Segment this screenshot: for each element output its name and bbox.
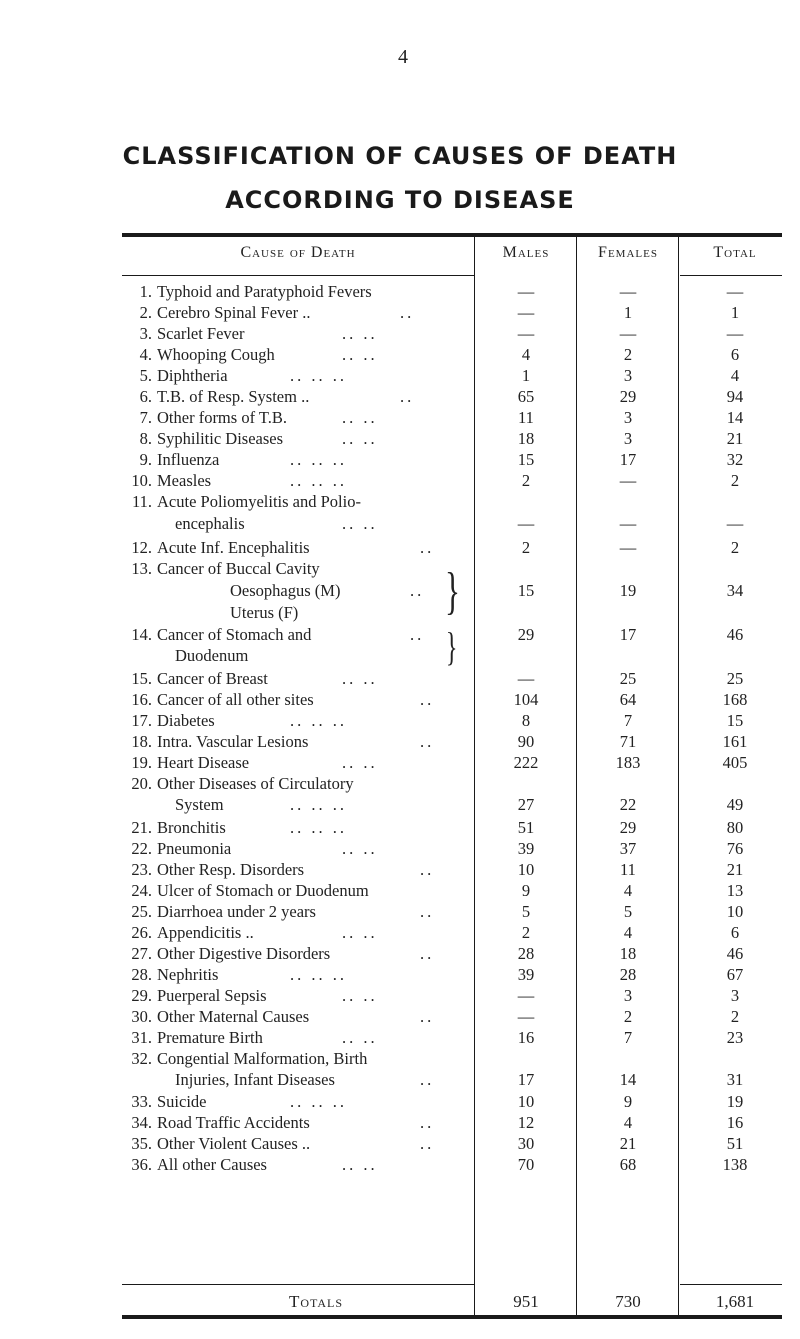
- table-row: 22. Pneumonia .. .. 39 37 76: [131, 839, 744, 858]
- table-row: 30. Other Maternal Causes .. — 2 2: [131, 1007, 740, 1026]
- totals-males: 951: [513, 1292, 539, 1311]
- table-row: 15. Cancer of Breast .. .. — 25 25: [131, 669, 744, 688]
- table-row: 13. Cancer of Buccal Cavity Oesophagus (M) Uterus (F) .. } 15 19 34: [0, 559, 800, 625]
- table-row: 29. Puerperal Sepsis .. .. — 3 3: [131, 986, 740, 1005]
- table-row: 10. Measles .. .. .. 2 — 2: [131, 471, 740, 490]
- table-row: 4. Whooping Cough .. .. 4 2 6: [139, 345, 740, 364]
- table-row: 26. Appendicitis .. .. .. 2 4 6: [131, 923, 740, 942]
- table-row: 31. Premature Birth .. .. 16 7 23: [131, 1028, 744, 1047]
- totals-rule-total: [680, 1284, 782, 1285]
- table-row: 8. Syphilitic Diseases .. .. 18 3 21: [139, 429, 744, 448]
- table-row: 20. Other Diseases of Circulatory System .. .. .. 27 22 49: [131, 774, 744, 814]
- totals-rule: [122, 1284, 474, 1285]
- table-row: 14. Cancer of Stomach and Duodenum .. } 29 17 46: [131, 624, 744, 669]
- page-number: 4: [398, 46, 408, 68]
- table-row: 33. Suicide .. .. .. 10 9 19: [131, 1092, 744, 1111]
- brace-icon: }: [445, 624, 458, 669]
- table-row: 17. Diabetes .. .. .. 8 7 15: [131, 711, 744, 730]
- table-row: 21. Bronchitis .. .. .. 51 29 80: [131, 818, 744, 837]
- header-total: Total: [713, 244, 757, 261]
- brace-icon: }: [444, 563, 460, 620]
- table-row: 27. Other Digestive Disorders .. 28 18 46: [131, 944, 744, 963]
- table-row: 35. Other Violent Causes .. .. 30 21 51: [131, 1134, 744, 1153]
- header-males: Males: [502, 244, 550, 261]
- table-row: 18. Intra. Vascular Lesions .. 90 71 161: [131, 732, 748, 751]
- table-row: 11. Acute Poliomyelitis and Polio- encephalis .. .. — — —: [131, 492, 744, 533]
- totals-females: 730: [615, 1292, 641, 1311]
- header-cause: Cause of Death: [240, 244, 356, 261]
- page-title: CLASSIFICATION OF CAUSES OF DEATH: [122, 142, 678, 170]
- table-row: 5. Diphtheria .. .. .. 1 3 4: [139, 366, 740, 385]
- page-subtitle: ACCORDING TO DISEASE: [225, 186, 575, 214]
- table-top-rule: [122, 233, 782, 237]
- table-row: 2. Cerebro Spinal Fever .. .. — 1 1: [139, 303, 740, 322]
- table-row: 12. Acute Inf. Encephalitis .. 2 — 2: [131, 538, 740, 557]
- table-row: 28. Nephritis .. .. .. 39 28 67: [131, 965, 744, 984]
- table-row: 3. Scarlet Fever .. .. — — —: [139, 324, 744, 343]
- table-row: 16. Cancer of all other sites .. 104 64 168: [131, 690, 748, 709]
- table-row: 24. Ulcer of Stomach or Duodenum 9 4 13: [131, 881, 744, 900]
- header-rule-total: [680, 275, 782, 276]
- table-row: 23. Other Resp. Disorders .. 10 11 21: [131, 860, 744, 879]
- table-row: 34. Road Traffic Accidents .. 12 4 16: [131, 1113, 744, 1132]
- table-row: 25. Diarrhoea under 2 years .. 5 5 10: [131, 902, 744, 921]
- totals-total: 1,681: [715, 1292, 755, 1311]
- table-row: 9. Influenza .. .. .. 15 17 32: [139, 450, 744, 469]
- table-row: 32. Congential Malformation, Birth Injuries, Infant Diseases .. 17 14 31: [131, 1049, 744, 1089]
- table-row: 1. Typhoid and Paratyphoid Fevers — — —: [139, 282, 744, 301]
- header-rule: [122, 275, 474, 276]
- table-row: 7. Other forms of T.B. .. .. 11 3 14: [139, 408, 744, 427]
- table-row: 36. All other Causes .. .. 70 68 138: [131, 1155, 748, 1174]
- table-row: 19. Heart Disease .. .. 222 183 405: [131, 753, 748, 772]
- header-females: Females: [598, 244, 658, 261]
- table-bottom-rule: [122, 1315, 782, 1319]
- totals-label: Totals: [288, 1292, 344, 1311]
- table-row: 6. T.B. of Resp. System .. .. 65 29 94: [139, 387, 744, 406]
